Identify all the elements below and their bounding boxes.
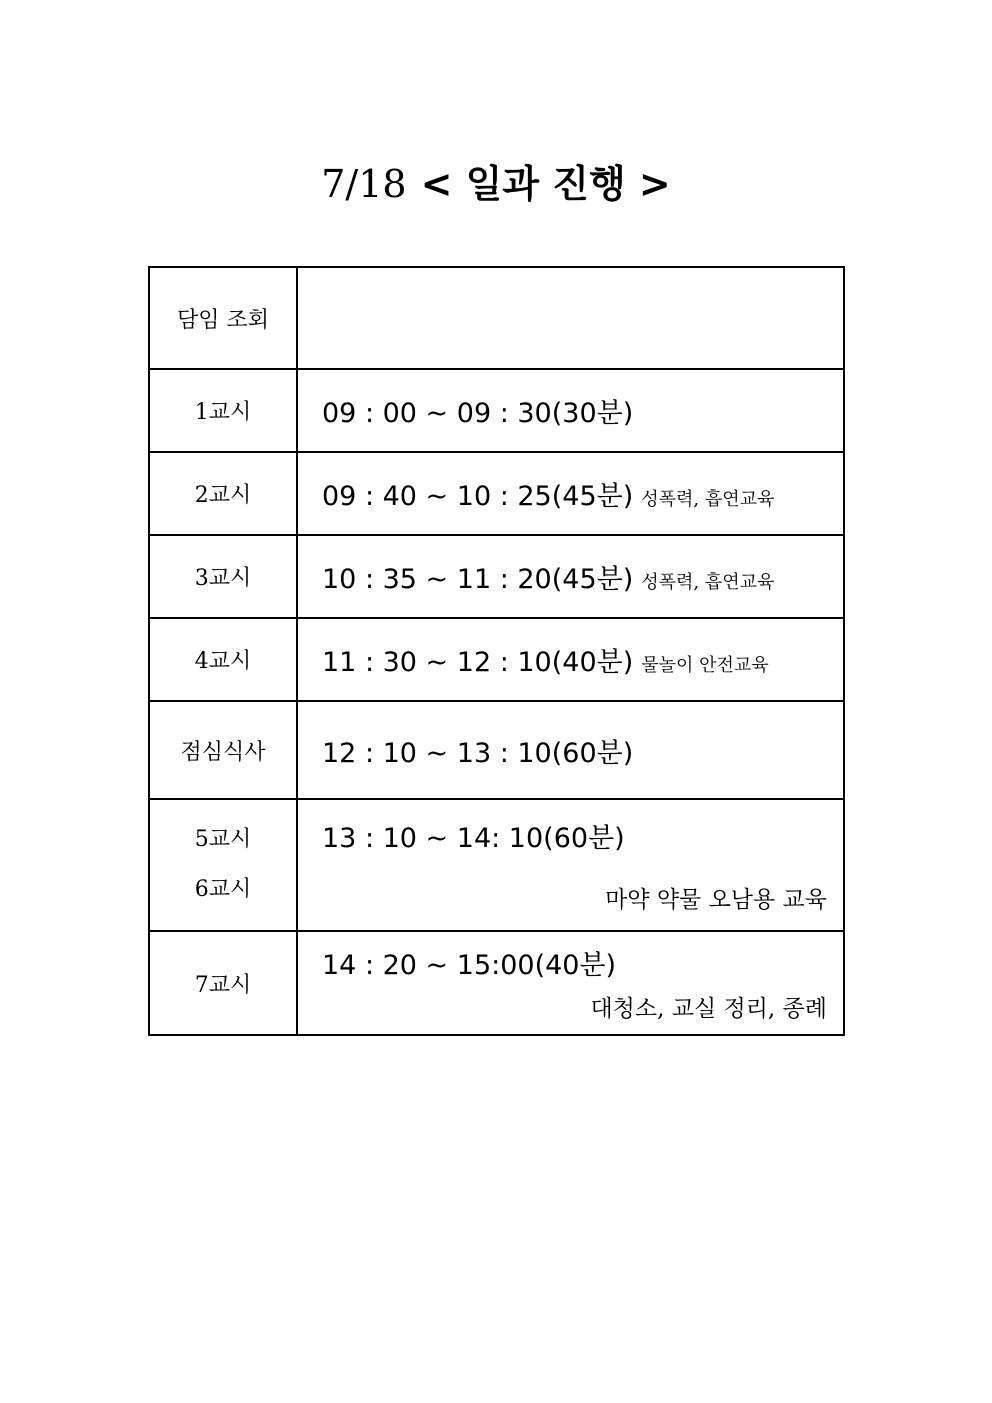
period-label: 5교시 — [194, 827, 252, 852]
period-label-group — [149, 799, 297, 931]
page-title — [0, 158, 992, 210]
period-time: 10 : 35 ~ 11 : 20(45분) — [322, 564, 634, 595]
period-label: 2교시 — [149, 452, 297, 535]
period-time: 14 : 20 ~ 15:00(40분) — [322, 950, 617, 981]
period-content — [297, 931, 844, 1035]
period-content — [297, 535, 844, 618]
period-note: 마약 약물 오남용 교육 — [605, 887, 827, 913]
period-time: 12 : 10 ~ 13 : 10(60분) — [322, 737, 634, 769]
table-row — [149, 535, 844, 618]
period-content — [297, 267, 844, 369]
period-note: 물놀이 안전교육 — [641, 655, 769, 676]
period-label: 3교시 — [149, 535, 297, 618]
period-label: 담임 조회 — [149, 267, 297, 369]
period-label: 점심식사 — [149, 701, 297, 799]
table-row — [149, 931, 844, 1035]
title-date: 7/18 — [321, 162, 407, 206]
period-label: 6교시 — [194, 877, 252, 902]
table-row — [149, 452, 844, 535]
period-content — [297, 452, 844, 535]
period-label: 4교시 — [149, 618, 297, 701]
title-heading: < 일과 진행 > — [420, 162, 671, 206]
period-content — [297, 799, 844, 931]
period-note: 성폭력, 흡연교육 — [641, 572, 775, 593]
period-content — [297, 369, 844, 452]
period-note: 대청소, 교실 정리, 종례 — [590, 996, 827, 1022]
table-row — [149, 799, 844, 931]
period-time: 09 : 00 ~ 09 : 30(30분) — [322, 398, 634, 429]
period-time: 11 : 30 ~ 12 : 10(40분) — [322, 647, 634, 678]
table-row — [149, 267, 844, 369]
table-row — [149, 618, 844, 701]
period-label: 7교시 — [149, 931, 297, 1035]
period-content — [297, 701, 844, 799]
period-label: 1교시 — [149, 369, 297, 452]
period-content — [297, 618, 844, 701]
period-note: 성폭력, 흡연교육 — [641, 489, 775, 510]
table-row — [149, 369, 844, 452]
table-row — [149, 701, 844, 799]
period-time: 09 : 40 ~ 10 : 25(45분) — [322, 481, 634, 512]
schedule-table — [148, 266, 845, 1036]
period-time: 13 : 10 ~ 14: 10(60분) — [322, 823, 625, 854]
